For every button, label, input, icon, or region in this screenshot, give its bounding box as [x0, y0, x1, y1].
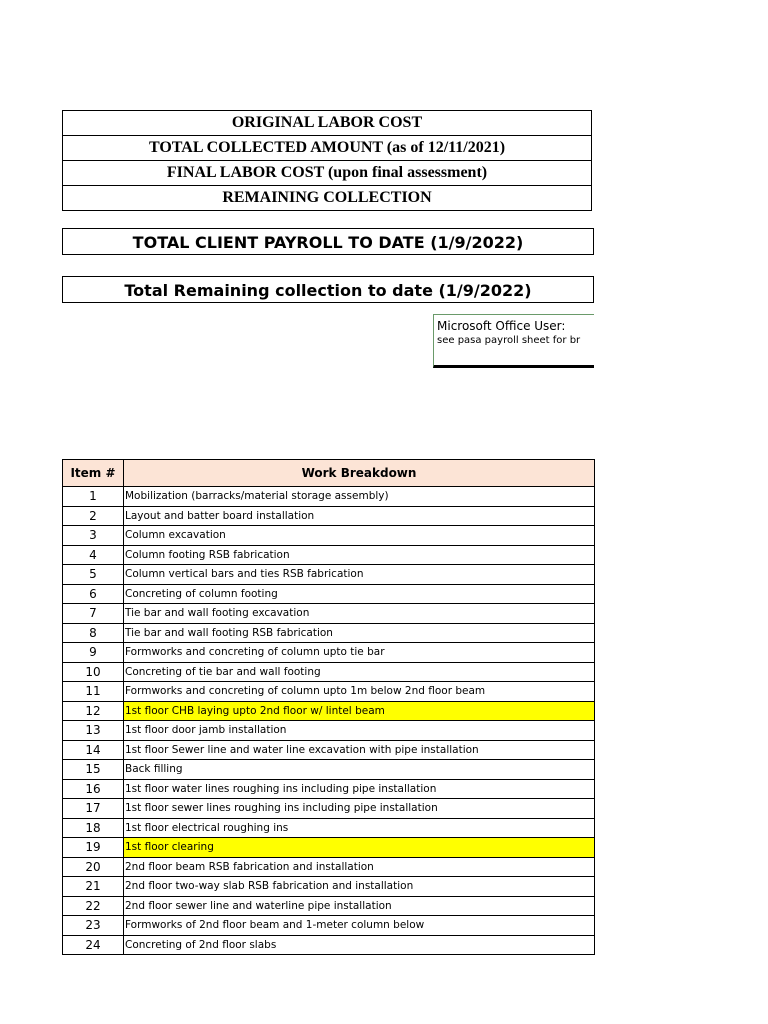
final-labor-cost-title: FINAL LABOR COST	[166, 164, 324, 181]
work-breakdown-cell[interactable]: 1st floor clearing	[124, 838, 595, 858]
item-number-cell[interactable]: 20	[63, 857, 124, 877]
table-row	[63, 487, 595, 507]
table-body	[63, 487, 595, 955]
table-row	[63, 857, 595, 877]
work-breakdown-cell[interactable]: 2nd floor sewer line and waterline pipe installation	[124, 896, 595, 916]
table-row	[63, 916, 595, 936]
table-row	[63, 896, 595, 916]
work-breakdown-cell[interactable]: Column excavation	[124, 526, 595, 546]
work-breakdown-cell[interactable]: Column footing RSB fabrication	[124, 545, 595, 565]
item-number-cell[interactable]: 19	[63, 838, 124, 858]
work-breakdown-cell[interactable]: Tie bar and wall footing excavation	[124, 604, 595, 624]
table-row	[63, 526, 595, 546]
item-number-cell[interactable]: 3	[63, 526, 124, 546]
item-number-cell[interactable]: 11	[63, 682, 124, 702]
original-labor-cost-label: ORIGINAL LABOR COST	[63, 111, 591, 136]
table-row	[63, 506, 595, 526]
item-number-cell[interactable]: 18	[63, 818, 124, 838]
work-breakdown-cell[interactable]: Concreting of tie bar and wall footing	[124, 662, 595, 682]
item-number-cell[interactable]: 24	[63, 935, 124, 955]
work-breakdown-cell[interactable]: Concreting of 2nd floor slabs	[124, 935, 595, 955]
item-number-cell[interactable]: 10	[63, 662, 124, 682]
item-number-cell[interactable]: 15	[63, 760, 124, 780]
work-breakdown-cell[interactable]: 1st floor Sewer line and water line excavation with pipe installation	[124, 740, 595, 760]
table-row	[63, 682, 595, 702]
item-number-cell[interactable]: 16	[63, 779, 124, 799]
work-breakdown-cell[interactable]: Column vertical bars and ties RSB fabrication	[124, 565, 595, 585]
comment-author: Microsoft Office User:	[437, 319, 566, 333]
item-number-cell[interactable]: 7	[63, 604, 124, 624]
table-row	[63, 779, 595, 799]
work-breakdown-cell[interactable]: 1st floor electrical roughing ins	[124, 818, 595, 838]
table-row	[63, 721, 595, 741]
header-work-breakdown[interactable]: Work Breakdown	[124, 460, 595, 487]
item-number-cell[interactable]: 12	[63, 701, 124, 721]
cell-comment[interactable]	[433, 314, 594, 368]
work-breakdown-cell[interactable]: Mobilization (barracks/material storage assembly)	[124, 487, 595, 507]
table-row	[63, 545, 595, 565]
work-breakdown-cell[interactable]: Formworks of 2nd floor beam and 1-meter column below	[124, 916, 595, 936]
work-breakdown-cell[interactable]: 2nd floor beam RSB fabrication and installation	[124, 857, 595, 877]
labor-cost-summary	[62, 110, 592, 211]
final-labor-cost-note: (upon final assessment)	[327, 164, 488, 181]
table-header-row	[63, 460, 595, 487]
work-breakdown-cell[interactable]: 1st floor CHB laying upto 2nd floor w/ lintel beam	[124, 701, 595, 721]
item-number-cell[interactable]: 8	[63, 623, 124, 643]
work-breakdown-cell[interactable]: Tie bar and wall footing RSB fabrication	[124, 623, 595, 643]
item-number-cell[interactable]: 21	[63, 877, 124, 897]
work-breakdown-cell[interactable]: Back filling	[124, 760, 595, 780]
item-number-cell[interactable]: 22	[63, 896, 124, 916]
remaining-collection-label: REMAINING COLLECTION	[222, 189, 432, 206]
work-breakdown-cell[interactable]: Concreting of column footing	[124, 584, 595, 604]
item-number-cell[interactable]: 13	[63, 721, 124, 741]
item-number-cell[interactable]: 17	[63, 799, 124, 819]
item-number-cell[interactable]: 2	[63, 506, 124, 526]
remaining-collection-total: Total Remaining collection to date (1/9/2022)	[62, 276, 594, 303]
work-breakdown-cell[interactable]: 1st floor water lines roughing ins including pipe installation	[124, 779, 595, 799]
final-labor-cost-label	[63, 161, 591, 186]
table-row	[63, 623, 595, 643]
work-breakdown-cell[interactable]: Formworks and concreting of column upto tie bar	[124, 643, 595, 663]
header-item-number[interactable]: Item #	[63, 460, 124, 487]
item-number-cell[interactable]: 23	[63, 916, 124, 936]
item-number-cell[interactable]: 1	[63, 487, 124, 507]
table-row	[63, 740, 595, 760]
work-breakdown-cell[interactable]: 1st floor door jamb installation	[124, 721, 595, 741]
work-breakdown-table	[62, 459, 595, 955]
table-row	[63, 935, 595, 955]
table-row	[63, 565, 595, 585]
total-collected-amount-label: TOTAL COLLECTED AMOUNT (as of 12/11/2021)	[63, 136, 591, 161]
table-row	[63, 701, 595, 721]
table-row	[63, 818, 595, 838]
table-row	[63, 877, 595, 897]
work-breakdown-cell[interactable]: 1st floor sewer lines roughing ins including pipe installation	[124, 799, 595, 819]
table-row	[63, 604, 595, 624]
item-number-cell[interactable]: 4	[63, 545, 124, 565]
table-row	[63, 760, 595, 780]
work-breakdown-cell[interactable]: 2nd floor two-way slab RSB fabrication and installation	[124, 877, 595, 897]
comment-text: see pasa payroll sheet for br	[437, 335, 581, 346]
table-row	[63, 662, 595, 682]
work-breakdown-cell[interactable]: Layout and batter board installation	[124, 506, 595, 526]
table-row	[63, 838, 595, 858]
item-number-cell[interactable]: 14	[63, 740, 124, 760]
item-number-cell[interactable]: 6	[63, 584, 124, 604]
item-number-cell[interactable]: 5	[63, 565, 124, 585]
table-row	[63, 643, 595, 663]
table-row	[63, 584, 595, 604]
item-number-cell[interactable]: 9	[63, 643, 124, 663]
client-payroll-total: TOTAL CLIENT PAYROLL TO DATE (1/9/2022)	[62, 228, 594, 255]
work-breakdown-cell[interactable]: Formworks and concreting of column upto 1m below 2nd floor beam	[124, 682, 595, 702]
table-row	[63, 799, 595, 819]
